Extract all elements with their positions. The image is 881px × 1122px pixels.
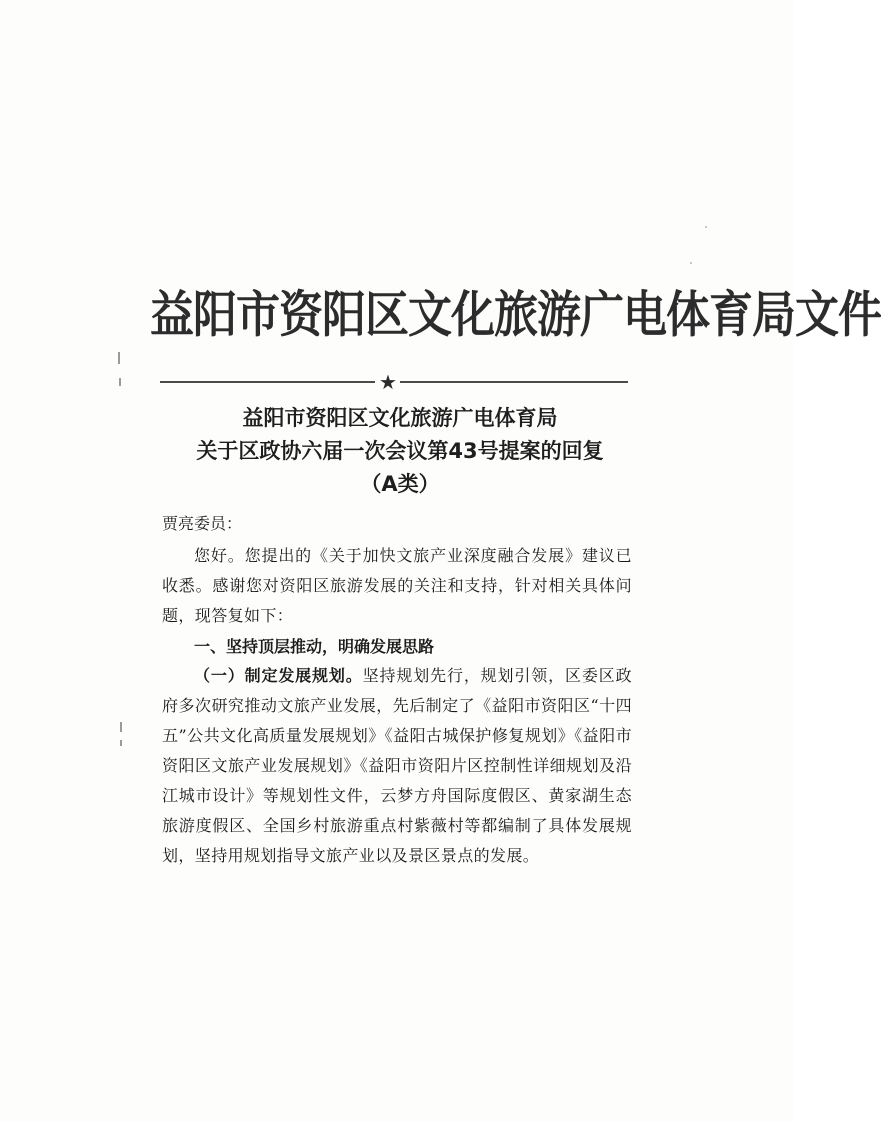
- binding-mark: [119, 378, 121, 386]
- document-title-line-3: （A类）: [360, 472, 440, 496]
- planning-paragraph: [162, 661, 632, 871]
- salutation: 贾亮委员：: [162, 514, 243, 533]
- section-heading-1: 一、坚持顶层推动，明确发展思路: [194, 637, 435, 656]
- scan-speck: [705, 226, 707, 228]
- binding-mark: [118, 352, 120, 364]
- masthead-divider-left: [160, 381, 375, 383]
- masthead-divider-right: [400, 381, 628, 383]
- document-title-line-2: 关于区政协六届一次会议第43号提案的回复: [196, 439, 604, 463]
- opening-paragraph: 您好。您提出的《关于加快文旅产业深度融合发展》建议已收悉。感谢您对资阳区旅游发展的关注和支持，针对相关具体问题，现答复如下：: [162, 546, 632, 625]
- scan-speck: [690, 262, 692, 264]
- paragraph-lead: （一）制定发展规划。: [194, 666, 363, 685]
- binding-mark: [120, 740, 122, 746]
- document-masthead: 益阳市资阳区文化旅游广电体育局文件: [150, 286, 881, 344]
- star-icon: ★: [379, 370, 397, 394]
- document-title-line-1: 益阳市资阳区文化旅游广电体育局: [242, 406, 558, 430]
- binding-mark: [120, 722, 122, 732]
- paragraph-body: 坚持规划先行，规划引领，区委区政府多次研究推动文旅产业发展，先后制定了《益阳市资阳区“十四五”公共文化高质量发展规划》《益阳古城保护修复规划》《益阳市资阳区文旅产业发展规划》《益阳市资阳片区控制性详细规划及沿江城市设计》等规划性文件，云梦方舟国际度假区、黄家湖生态旅游度假区、全国乡村旅游重点村紫薇村等都编制了具体发展规划，坚持用规划指导文旅产业以及景区景点的发展。: [162, 666, 632, 865]
